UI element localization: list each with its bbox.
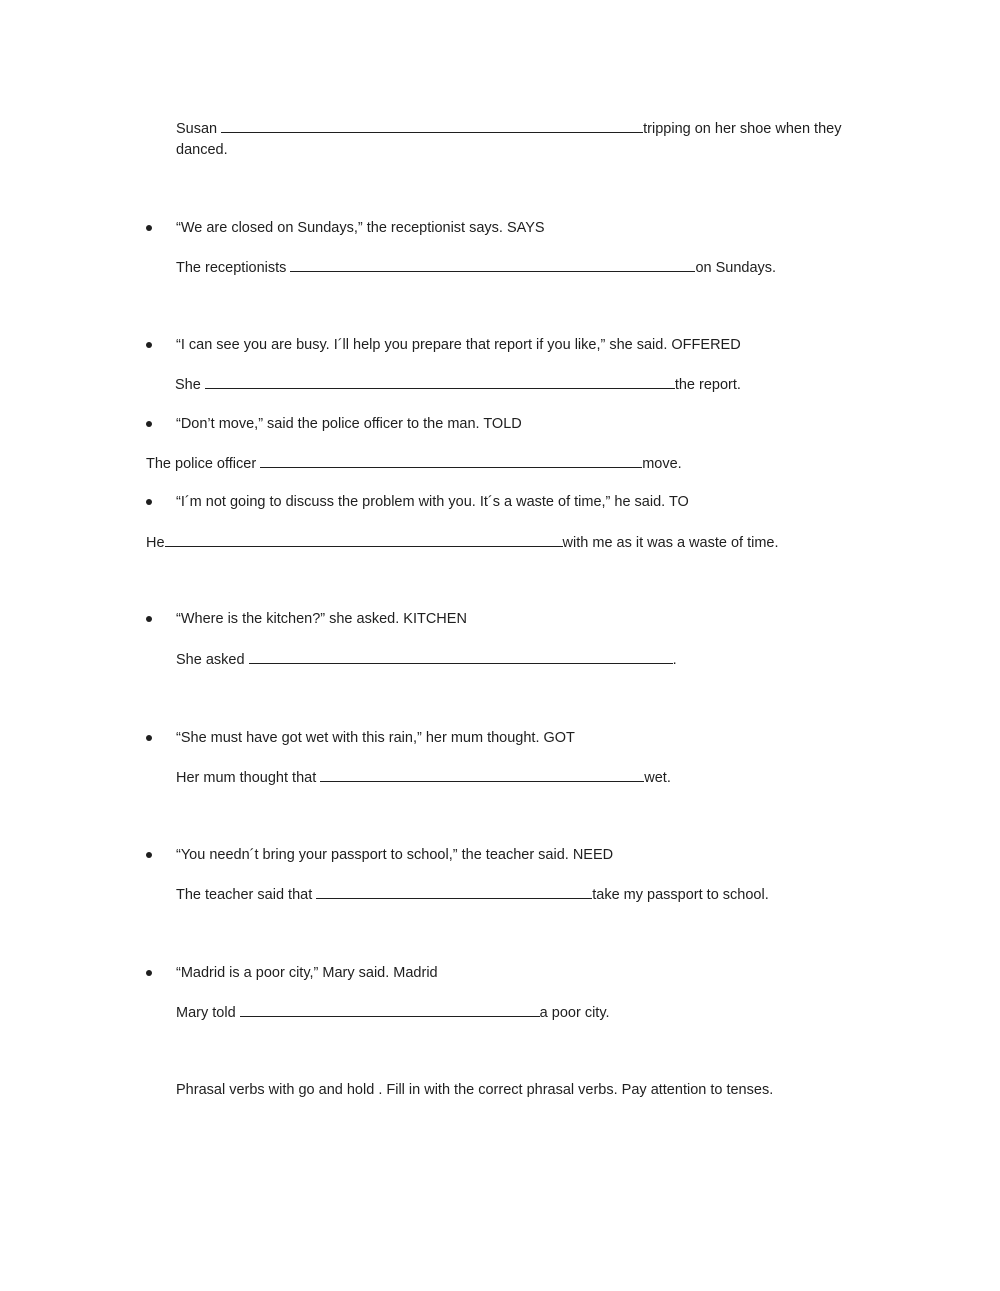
exercise-prompt: “Don’t move,” said the police officer to the man. TOLD [176,416,522,432]
exercise-prompt: “You needn´t bring your passport to school,” the teacher said. NEED [176,847,614,863]
bullet-icon [146,499,152,505]
answer-end: . [672,652,677,668]
answer-blank[interactable] [320,767,644,782]
answer-start: The police officer [146,456,261,472]
answer-start: Her mum thought that [176,770,321,786]
answer-start: The teacher said that [176,887,317,903]
exercise-prompt: “She must have got wet with this rain,” her mum thought. GOT [176,730,575,746]
answer-end: a poor city. [539,1005,610,1021]
bullet-icon [146,421,152,427]
exercise-answer-line [146,532,779,553]
exercise-prompt: “We are closed on Sundays,” the receptionist says. SAYS [176,220,545,236]
exercise-prompt: “Madrid is a poor city,” Mary said. Madrid [176,965,438,981]
answer-blank[interactable] [221,118,643,133]
answer-blank[interactable] [205,374,675,389]
answer-end: on Sundays. [695,260,777,276]
answer-blank[interactable] [316,884,592,899]
bullet-icon [146,970,152,976]
susan-answer-continuation: danced. [176,142,228,158]
susan-answer-end: tripping on her shoe when they [643,121,842,137]
bullet-icon [146,342,152,348]
bullet-icon [146,852,152,858]
section-instruction: Phrasal verbs with go and hold . Fill in with the correct phrasal verbs. Pay attention to tenses. [176,1082,774,1098]
answer-end: take my passport to school. [592,887,769,903]
answer-blank[interactable] [165,532,563,547]
answer-blank[interactable] [290,257,695,272]
exercise-answer-line [175,374,741,395]
bullet-icon [146,616,152,622]
exercise-answer-line [176,1002,610,1023]
answer-blank[interactable] [260,453,642,468]
exercise-prompt: “I´m not going to discuss the problem with you. It´s a waste of time,” he said. TO [176,494,689,510]
exercise-answer-line [176,257,776,278]
answer-end: with me as it was a waste of time. [562,535,779,551]
exercise-answer-line [176,884,769,905]
answer-start: She asked [176,652,249,668]
exercise-prompt: “I can see you are busy. I´ll help you prepare that report if you like,” she said. OFFERED [176,337,741,353]
susan-answer-start: Susan [176,121,222,137]
answer-end: the report. [674,377,741,393]
answer-start: She [175,377,205,393]
answer-blank[interactable] [240,1002,540,1017]
susan-answer-line [176,118,841,139]
bullet-icon [146,735,152,741]
exercise-prompt: “Where is the kitchen?” she asked. KITCHEN [176,611,467,627]
answer-start: Mary told [176,1005,240,1021]
exercise-answer-line [176,649,677,670]
answer-end: move. [642,456,682,472]
exercise-answer-line [176,767,671,788]
answer-start: The receptionists [176,260,291,276]
bullet-icon [146,225,152,231]
exercise-answer-line [146,453,682,474]
answer-end: wet. [644,770,671,786]
answer-blank[interactable] [249,649,673,664]
answer-start: He [146,535,165,551]
